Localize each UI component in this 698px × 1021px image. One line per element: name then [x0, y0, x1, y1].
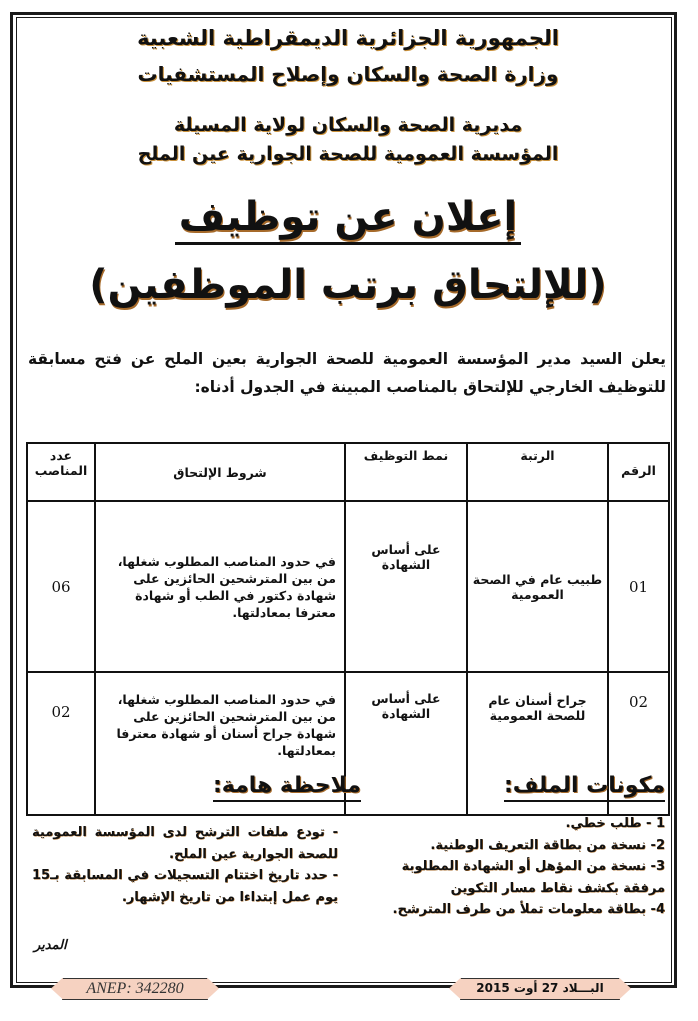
note-item: - حدد تاريخ اختتام التسجيلات في المسابقة بـ15 يوم عمل إبتداءا من تاريخ الإشهار.: [32, 868, 338, 905]
important-note-title: ملاحظة هامة:: [213, 773, 361, 802]
header-institution: المؤسسة العمومية للصحة الجوارية عين الملح: [137, 143, 559, 165]
list-item: 1 - طلب خطي.: [565, 816, 665, 831]
row-grade: طبيب عام في الصحة العمومية: [467, 501, 608, 672]
header-number: الرقم: [608, 443, 669, 501]
row-conditions: في حدود المناصب المطلوب شغلها، من بين المترشحين الحائزين على شهادة دكتور في الطب أو شهادة معترفا بمعادلتها.: [95, 501, 345, 672]
row-posts-count: 02: [27, 672, 95, 815]
header-posts-count: عدد المناصب: [27, 443, 95, 501]
header-republic: الجمهورية الجزائرية الديمقراطية الشعبية: [137, 26, 559, 50]
file-components-list: [365, 813, 665, 921]
row-recruitment-mode: على أساس الشهادة: [345, 501, 467, 672]
header-conditions: شروط الإلتحاق: [95, 443, 345, 501]
intro-paragraph: يعلن السيد مدير المؤسسة العمومية للصحة الجوارية بعين الملح عن فتح مسابقة للتوظيف الخارجي للإلتحاق بالمناصب المبينة في الجدول أدناه:: [28, 350, 666, 396]
row-number: 02: [608, 672, 669, 815]
list-item: 4- بطاقة معلومات تملأ من طرف المترشح.: [392, 902, 665, 917]
announcement-subtitle: (للإلتحاق برتب الموظفين): [89, 262, 607, 308]
row-grade: جراح أسنان عام للصحة العمومية: [467, 672, 608, 815]
row-posts-count: 06: [27, 501, 95, 672]
table-header-row: [27, 443, 669, 501]
list-item: 2- نسخة من بطاقة التعريف الوطنية.: [430, 837, 665, 853]
anep-badge: ANEP: 342280: [62, 978, 208, 1000]
row-recruitment-mode: على أساس الشهادة: [345, 672, 467, 815]
important-note-list: [32, 822, 338, 908]
header-directorate: مديرية الصحة والسكان لولاية المسيلة: [173, 114, 523, 136]
note-item: - تودع ملفات الترشح لدى المؤسسة العمومية للصحة الجوارية عين الملح.: [32, 825, 338, 862]
publication-badge: البـــلاد 27 أوت 2015: [460, 978, 620, 1000]
header-grade: الرتبة: [467, 443, 608, 501]
announcement-title: [20, 194, 676, 240]
positions-table: [26, 442, 670, 816]
row-number: 01: [608, 501, 669, 672]
signature: المدير: [34, 938, 67, 953]
file-components-title: مكونات الملف:: [504, 773, 665, 802]
table-row: [27, 501, 669, 672]
row-conditions: في حدود المناصب المطلوب شغلها، من بين المترشحين الحائزين على شهادة جراح أسنان أو شهادة معترفا بمعادلتها.: [95, 672, 345, 815]
list-item: 3- نسخة من المؤهل أو الشهادة المطلوبة مرفقة بكشف نقاط مسار التكوين: [401, 859, 665, 896]
announcement-title-text: إعلان عن توظيف: [175, 194, 521, 245]
header-ministry: وزارة الصحة والسكان وإصلاح المستشفيات: [137, 62, 559, 86]
header-recruitment-mode: نمط التوظيف: [345, 443, 467, 501]
